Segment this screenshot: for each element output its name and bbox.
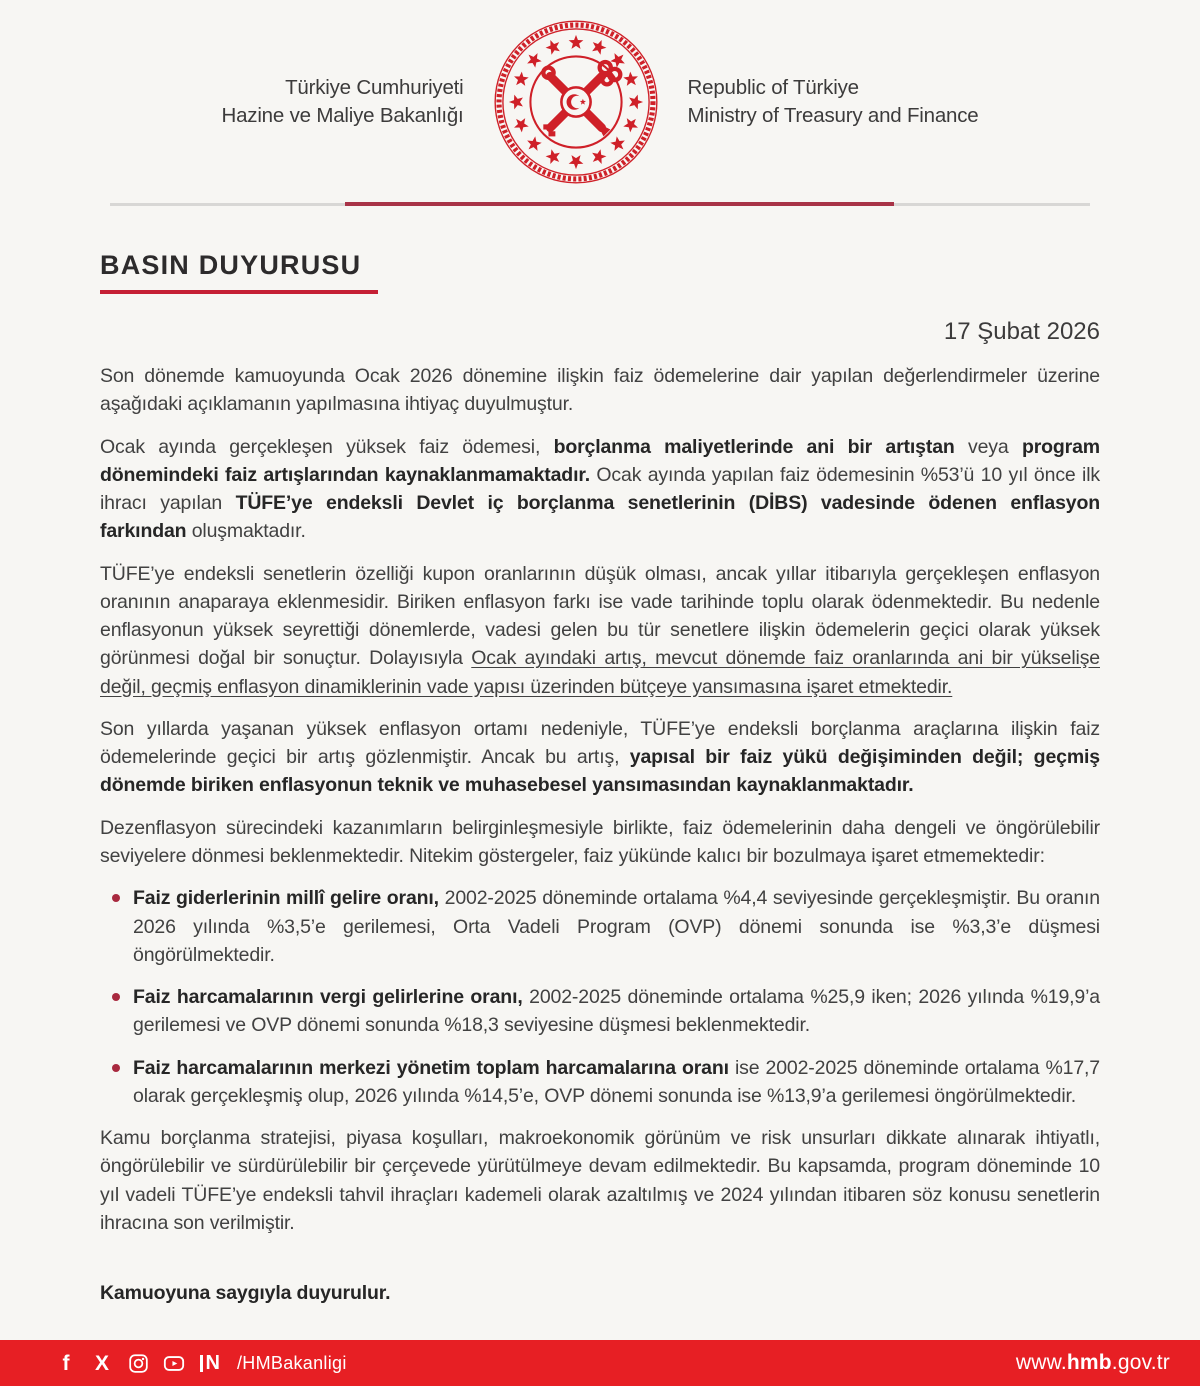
divider-gray-right — [894, 203, 1090, 206]
facebook-icon: f — [62, 1351, 70, 1375]
text-segment: ise 2002-2025 döneminde ortalama %17,7 olarak gerçekleşmiş olup, 2026 yılında %14,5’e, OVP dönemi sonunda ise %13,9’a gerilemesi öngörülmektedir. — [133, 1056, 1100, 1107]
nsosyal-letter: N — [205, 1352, 220, 1374]
bullet-item — [100, 983, 1100, 1040]
bullet-icon — [112, 1064, 120, 1072]
text-segment: program dönemindeki faiz artışlarından kaynaklanmamaktadır. — [100, 435, 1100, 486]
text-segment: Dezenflasyon sürecindeki kazanımların belirginleşmesiyle birlikte, faiz ödemelerinin daha dengeli ve öngörülebilir seviyelere dönmesi beklenmektedir. Nitekim göstergeler, faiz yükünde kalıcı bir bozulmaya işaret etmemektedir: — [100, 816, 1100, 867]
nsosyal-bar — [200, 1355, 203, 1372]
divider-gray-left — [110, 203, 345, 206]
bullet-text — [133, 983, 1100, 1040]
text-segment: Faiz harcamalarının vergi gelirlerine oranı, — [133, 986, 523, 1009]
text-segment: Kamuoyuna saygıyla duyurulur. — [100, 1282, 391, 1305]
text-segment: Faiz giderlerinin millî gelire oranı, — [133, 887, 439, 910]
divider-red-center — [345, 202, 894, 206]
org-tr-line2: Hazine ve Maliye Bakanlığı — [221, 104, 464, 127]
title-block — [100, 250, 1100, 294]
text-segment: Son yıllarda yaşanan yüksek enflasyon ortamı nedeniyle, TÜFE’ye endeksli borçlanma araçlarına ilişkin faiz ödemelerinde geçici bir artış gözlenmiştir. Ancak bu artış, — [100, 717, 1100, 769]
paragraph — [100, 814, 1100, 871]
text-segment: oluşmaktadır. — [186, 520, 306, 543]
youtube-icon — [163, 1352, 185, 1374]
nsosyal-icon — [199, 1352, 221, 1374]
website-bold: hmb — [1066, 1351, 1112, 1374]
website-prefix: www. — [1015, 1351, 1067, 1374]
press-release — [100, 250, 1100, 1307]
org-name-turkish — [221, 74, 463, 131]
body-content — [100, 362, 1100, 1307]
org-tr-line1: Türkiye Cumhuriyeti — [285, 75, 464, 99]
title-underline — [100, 290, 378, 294]
paragraph — [100, 715, 1100, 800]
instagram-icon — [127, 1352, 149, 1374]
paragraph — [100, 560, 1100, 701]
paragraph — [100, 362, 1100, 419]
text-segment: Ocak ayında gerçekleşen yüksek faiz ödemesi, — [100, 435, 554, 458]
header-divider — [110, 202, 1090, 206]
org-en-line1: Republic of Türkiye — [687, 75, 859, 99]
social-handle: /HMBakanligi — [237, 1352, 347, 1373]
website-suffix: .gov.tr — [1111, 1351, 1170, 1374]
text-segment: Ocak ayında yapılan faiz ödemesinin %53’ü 10 yıl önce ilk ihracı yapılan — [100, 463, 1100, 515]
social-links — [55, 1352, 347, 1374]
page-title: BASIN DUYURUSU — [100, 250, 362, 280]
text-segment: Faiz harcamalarının merkezi yönetim toplam harcamalarına oranı — [133, 1056, 729, 1079]
text-segment: 2002-2025 döneminde ortalama %25,9 iken; 2026 yılında %19,9’a gerilemesi ve OVP dönemi sonunda %18,3 seviyesine düşmesi beklenmektedir. — [133, 986, 1100, 1037]
paragraph — [100, 1124, 1100, 1237]
document-date: 17 Şubat 2026 — [943, 318, 1100, 345]
text-segment: borçlanma maliyetlerinde ani bir artıştan — [553, 435, 955, 458]
text-segment: Ocak ayındaki artış, mevcut dönemde faiz oranlarında ani bir yükselişe değil, geçmiş enflasyon dinamiklerinin vade yapısı üzerinden bütçeye yansımasına işaret etmektedir. — [100, 647, 1100, 698]
bullet-icon — [112, 894, 120, 902]
text-segment: 2002-2025 döneminde ortalama %4,4 seviyesinde gerçekleşmiştir. Bu oranın 2026 yılında %3,5’e gerilemesi, Orta Vadeli Program (OVP) dönemi sonunda ise %3,3’e düşmesi öngörülmektedir. — [133, 887, 1100, 966]
website-url — [1016, 1351, 1170, 1375]
x-icon: X — [94, 1351, 109, 1375]
bullet-icon — [112, 993, 120, 1001]
text-segment: TÜFE’ye endeksli Devlet iç borçlanma senetlerinin (DİBS) vadesinde ödenen enflasyon farkından — [100, 492, 1100, 543]
text-segment: Son dönemde kamuoyunda Ocak 2026 dönemine ilişkin faiz ödemelerine dair yapılan değerlendirmeler üzerine aşağıdaki açıklamanın yapılmasına ihtiyaç duyulmuştur. — [100, 365, 1100, 416]
text-segment: yapısal bir faiz yükü değişiminden değil; geçmiş dönemde biriken enflasyonun teknik ve muhasebesel yansımasından kaynaklanmaktadır. — [100, 746, 1100, 797]
text-segment: Kamu borçlanma stratejisi, piyasa koşulları, makroekonomik görünüm ve risk unsurları dikkate alınarak ihtiyatlı, öngörülebilir ve sürdürülebilir bir çerçevede yürütülmeye devam edilmektedir. Bu kapsamda, program döneminde 10 yıl vadeli TÜFE’ye endeksli tahvil ihraçları kademeli olarak azaltılmış ve 2024 yılından itibaren söz konusu senetlerin ihracına son verilmiştir. — [100, 1127, 1100, 1234]
bullet-item — [100, 884, 1100, 969]
org-name-english — [688, 74, 979, 131]
closing-line — [100, 1279, 1100, 1307]
text-segment: TÜFE’ye endeksli senetlerin özelliği kupon oranlarının düşük olması, ancak yıllar itibarıyla gerçekleşen enflasyon oranının anaparaya eklenmesidir. Biriken enflasyon farkı ise vade tarihinde toplu olarak ödenmektedir. Bu nedenle enflasyonun yüksek seyrettiği dönemlerde, vadesi gelen bu tür senetlere ilişkin ödemelerin geçici olarak yüksek görünmesi doğal bir sonuçtur. Dolayısıyla — [100, 562, 1100, 670]
header — [0, 0, 1200, 188]
bullet-item — [100, 1054, 1100, 1111]
text-segment: veya — [954, 435, 1022, 458]
bullet-text — [133, 884, 1100, 969]
org-en-line2: Ministry of Treasury and Finance — [687, 104, 979, 127]
paragraph — [100, 433, 1100, 546]
footer-bar — [0, 1340, 1200, 1386]
ministry-emblem-icon — [490, 16, 662, 188]
bullet-text — [133, 1054, 1100, 1111]
